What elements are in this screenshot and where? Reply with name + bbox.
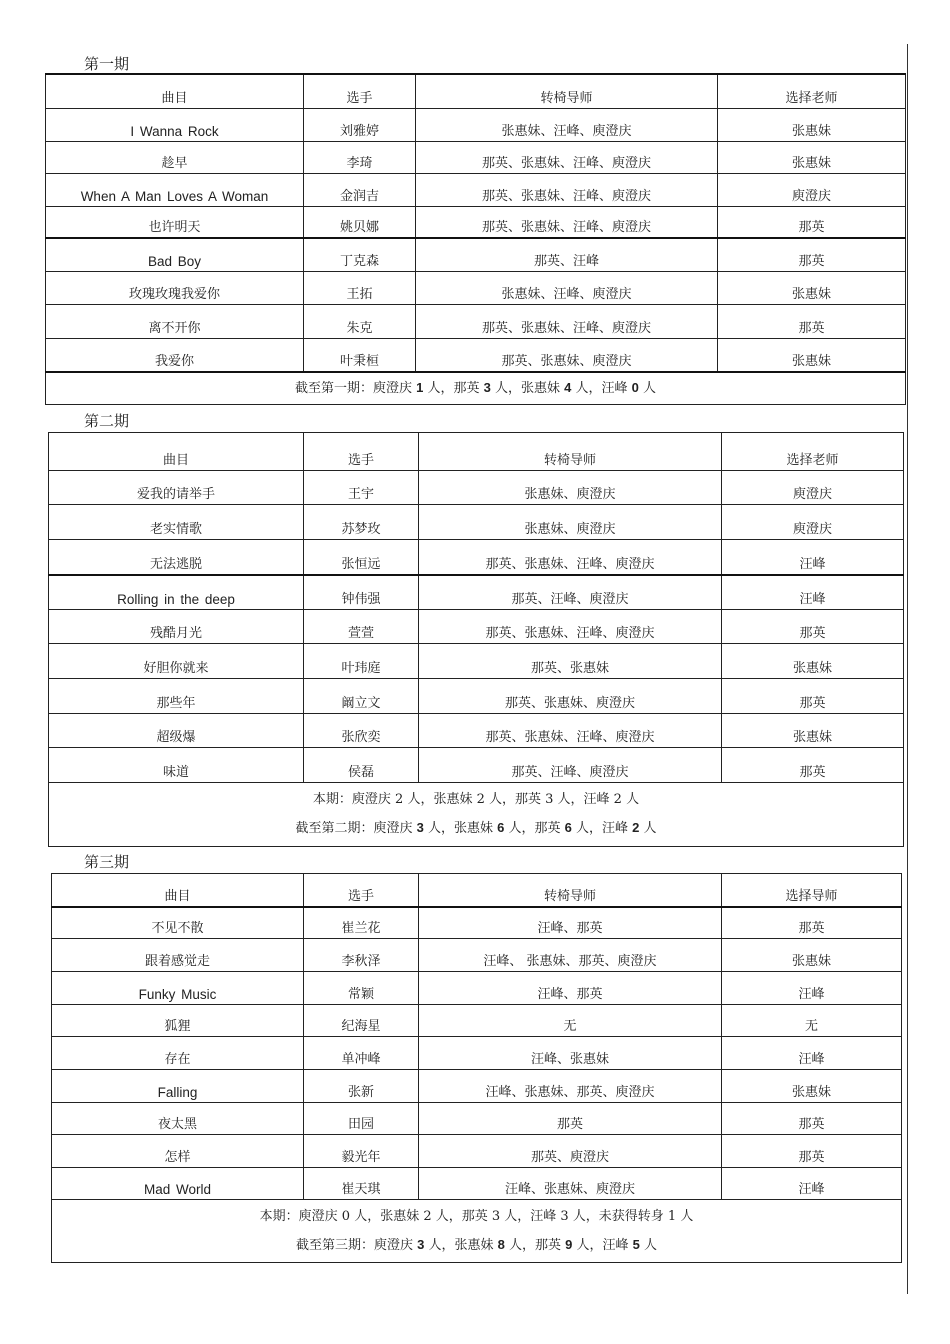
period-2-table: [48, 432, 904, 847]
song-cell: 存在: [52, 1037, 304, 1070]
chosen-mentor-cell: 汪峰: [722, 575, 904, 610]
table-row: [46, 206, 906, 238]
contestant-cell: 常颖: [304, 972, 419, 1005]
table-row: [52, 1103, 902, 1135]
contestant-cell: 李秋泽: [304, 939, 419, 972]
contestant-cell: 阚立文: [304, 679, 419, 714]
header-contestant: 选手: [304, 433, 419, 471]
turned-mentors-cell: 那英、张惠妹、汪峰、庾澄庆: [419, 540, 722, 575]
table-row: [49, 471, 904, 505]
contestant-cell: 田园: [304, 1103, 419, 1135]
header-turned-mentors: 转椅导师: [419, 874, 722, 907]
chosen-mentor-cell: 张惠妹: [722, 714, 904, 748]
table-row: [46, 238, 906, 271]
song-cell: 好胆你就来: [49, 644, 304, 679]
table-header-row: [49, 433, 904, 471]
contestant-cell: 张新: [304, 1070, 419, 1103]
song-cell: 不见不散: [52, 907, 304, 939]
turned-mentors-cell: 汪峰、张惠妹: [419, 1037, 722, 1070]
song-cell: Rolling in the deep: [49, 575, 304, 610]
chosen-mentor-cell: 庾澄庆: [718, 173, 906, 206]
contestant-cell: 侯磊: [304, 748, 419, 783]
period-1-table: [45, 73, 906, 405]
summary-current: 本期：庾澄庆 0 人，张惠妹 2 人，那英 3 人，汪峰 3 人，未获得转身 1 人: [259, 1208, 694, 1224]
song-cell: 爱我的请举手: [49, 471, 304, 505]
table-header-row: [52, 874, 902, 907]
table-row: [49, 610, 904, 644]
contestant-cell: 钟伟强: [304, 575, 419, 610]
chosen-mentor-cell: 张惠妹: [718, 108, 906, 141]
header-song: 曲目: [49, 433, 304, 471]
chosen-mentor-cell: 那英: [718, 238, 906, 271]
table-row: [49, 575, 904, 610]
turned-mentors-cell: 汪峰、 张惠妹、那英、庾澄庆: [419, 939, 722, 972]
turned-mentors-cell: 那英、张惠妹、汪峰、庾澄庆: [416, 304, 718, 338]
contestant-cell: 叶秉桓: [304, 338, 416, 372]
song-cell: 味道: [49, 748, 304, 783]
table-row: [49, 679, 904, 714]
header-turned-mentors: 转椅导师: [416, 74, 718, 108]
table-row: [52, 1070, 902, 1103]
table-row: [52, 972, 902, 1005]
song-cell: 残酷月光: [49, 610, 304, 644]
period-1-title: 第一期: [84, 55, 130, 73]
turned-mentors-cell: 汪峰、张惠妹、那英、庾澄庆: [419, 1070, 722, 1103]
summary-cell: [49, 783, 904, 847]
song-cell: Falling: [52, 1070, 304, 1103]
turned-mentors-cell: 那英、张惠妹、汪峰、庾澄庆: [416, 206, 718, 238]
summary-row: [49, 783, 904, 847]
song-cell: 也许明天: [46, 206, 304, 238]
period-3-table: [51, 873, 902, 1263]
chosen-mentor-cell: 那英: [722, 679, 904, 714]
turned-mentors-cell: 那英、张惠妹、汪峰、庾澄庆: [416, 173, 718, 206]
contestant-cell: 刘雅婷: [304, 108, 416, 141]
chosen-mentor-cell: 汪峰: [722, 1168, 902, 1200]
turned-mentors-cell: 那英、张惠妹、汪峰、庾澄庆: [419, 714, 722, 748]
chosen-mentor-cell: 张惠妹: [722, 644, 904, 679]
turned-mentors-cell: 张惠妹、汪峰、庾澄庆: [416, 108, 718, 141]
header-chosen-mentor: 选择老师: [718, 74, 906, 108]
chosen-mentor-cell: 汪峰: [722, 540, 904, 575]
song-cell: 超级爆: [49, 714, 304, 748]
contestant-cell: 姚贝娜: [304, 206, 416, 238]
table-row: [49, 644, 904, 679]
contestant-cell: 纪海星: [304, 1005, 419, 1037]
summary-total: 截至第二期：庾澄庆 3 人，张惠妹 6 人，那英 6 人，汪峰 2 人: [295, 820, 657, 836]
song-cell: I Wanna Rock: [46, 108, 304, 141]
song-cell: Bad Boy: [46, 238, 304, 271]
chosen-mentor-cell: 那英: [718, 206, 906, 238]
chosen-mentor-cell: 汪峰: [722, 1037, 902, 1070]
chosen-mentor-cell: 那英: [722, 1103, 902, 1135]
turned-mentors-cell: 张惠妹、汪峰、庾澄庆: [416, 271, 718, 304]
chosen-mentor-cell: 张惠妹: [718, 338, 906, 372]
table-row: [52, 1168, 902, 1200]
song-cell: Mad World: [52, 1168, 304, 1200]
song-cell: When A Man Loves A Woman: [46, 173, 304, 206]
turned-mentors-cell: 那英、张惠妹、汪峰、庾澄庆: [419, 610, 722, 644]
song-cell: 怎样: [52, 1135, 304, 1168]
turned-mentors-cell: 那英、张惠妹、庾澄庆: [419, 679, 722, 714]
table-row: [46, 141, 906, 173]
chosen-mentor-cell: 汪峰: [722, 972, 902, 1005]
turned-mentors-cell: 无: [419, 1005, 722, 1037]
turned-mentors-cell: 那英、张惠妹、汪峰、庾澄庆: [416, 141, 718, 173]
header-song: 曲目: [52, 874, 304, 907]
contestant-cell: 王宇: [304, 471, 419, 505]
contestant-cell: 金润吉: [304, 173, 416, 206]
turned-mentors-cell: 张惠妹、庾澄庆: [419, 471, 722, 505]
period-3-title: 第三期: [84, 853, 130, 871]
summary-row: [52, 1200, 902, 1263]
chosen-mentor-cell: 张惠妹: [722, 1070, 902, 1103]
turned-mentors-cell: 汪峰、那英: [419, 972, 722, 1005]
song-cell: 我爱你: [46, 338, 304, 372]
chosen-mentor-cell: 那英: [722, 1135, 902, 1168]
song-cell: 跟着感觉走: [52, 939, 304, 972]
summary-current: 本期：庾澄庆 2 人，张惠妹 2 人，那英 3 人，汪峰 2 人: [312, 792, 640, 807]
table-row: [49, 748, 904, 783]
summary-total: 截至第三期：庾澄庆 3 人，张惠妹 8 人，那英 9 人，汪峰 5 人: [295, 1236, 657, 1253]
chosen-mentor-cell: 那英: [718, 304, 906, 338]
table-row: [52, 1005, 902, 1037]
table-row: [46, 271, 906, 304]
table-row: [49, 540, 904, 575]
contestant-cell: 崔天琪: [304, 1168, 419, 1200]
song-cell: 那些年: [49, 679, 304, 714]
turned-mentors-cell: 那英、汪峰: [416, 238, 718, 271]
song-cell: 趁早: [46, 141, 304, 173]
chosen-mentor-cell: 张惠妹: [718, 141, 906, 173]
table-row: [52, 1037, 902, 1070]
turned-mentors-cell: 汪峰、张惠妹、庾澄庆: [419, 1168, 722, 1200]
header-turned-mentors: 转椅导师: [419, 433, 722, 471]
chosen-mentor-cell: 张惠妹: [718, 271, 906, 304]
chosen-mentor-cell: 庾澄庆: [722, 505, 904, 540]
song-cell: 玫瑰玫瑰我爱你: [46, 271, 304, 304]
table-row: [46, 338, 906, 372]
chosen-mentor-cell: 张惠妹: [722, 939, 902, 972]
table-row: [52, 939, 902, 972]
header-chosen-mentor: 选择导师: [722, 874, 902, 907]
turned-mentors-cell: 那英、张惠妹: [419, 644, 722, 679]
chosen-mentor-cell: 那英: [722, 907, 902, 939]
turned-mentors-cell: 张惠妹、庾澄庆: [419, 505, 722, 540]
contestant-cell: 丁克森: [304, 238, 416, 271]
turned-mentors-cell: 那英、庾澄庆: [419, 1135, 722, 1168]
table-row: [46, 173, 906, 206]
contestant-cell: 崔兰花: [304, 907, 419, 939]
chosen-mentor-cell: 那英: [722, 610, 904, 644]
contestant-cell: 叶玮庭: [304, 644, 419, 679]
contestant-cell: 李琦: [304, 141, 416, 173]
summary-row: [46, 372, 906, 404]
song-cell: 无法逃脱: [49, 540, 304, 575]
header-contestant: 选手: [304, 74, 416, 108]
header-contestant: 选手: [304, 874, 419, 907]
table-row: [52, 907, 902, 939]
chosen-mentor-cell: 那英: [722, 748, 904, 783]
song-cell: 离不开你: [46, 304, 304, 338]
turned-mentors-cell: 那英、汪峰、庾澄庆: [419, 575, 722, 610]
contestant-cell: 张欣奕: [304, 714, 419, 748]
table-row: [46, 108, 906, 141]
table-row: [52, 1135, 902, 1168]
contestant-cell: 张恒远: [304, 540, 419, 575]
summary-cell: [52, 1200, 902, 1263]
table-row: [46, 304, 906, 338]
header-chosen-mentor: 选择老师: [722, 433, 904, 471]
song-cell: Funky Music: [52, 972, 304, 1005]
song-cell: 夜太黑: [52, 1103, 304, 1135]
summary-cell: [46, 372, 906, 404]
contestant-cell: 毅光年: [304, 1135, 419, 1168]
page-edge-line: [907, 44, 908, 1294]
song-cell: 狐狸: [52, 1005, 304, 1037]
contestant-cell: 王拓: [304, 271, 416, 304]
summary-total: 截至第一期：庾澄庆 1 人，那英 3 人，张惠妹 4 人，汪峰 0 人: [294, 379, 656, 396]
contestant-cell: 朱克: [304, 304, 416, 338]
contestant-cell: 单冲峰: [304, 1037, 419, 1070]
turned-mentors-cell: 那英、张惠妹、庾澄庆: [416, 338, 718, 372]
turned-mentors-cell: 那英: [419, 1103, 722, 1135]
contestant-cell: 萱萱: [304, 610, 419, 644]
song-cell: 老实情歌: [49, 505, 304, 540]
table-header-row: [46, 74, 906, 108]
contestant-cell: 苏梦玫: [304, 505, 419, 540]
turned-mentors-cell: 汪峰、那英: [419, 907, 722, 939]
table-row: [49, 714, 904, 748]
chosen-mentor-cell: 庾澄庆: [722, 471, 904, 505]
header-song: 曲目: [46, 74, 304, 108]
period-2-title: 第二期: [84, 412, 130, 430]
turned-mentors-cell: 那英、汪峰、庾澄庆: [419, 748, 722, 783]
chosen-mentor-cell: 无: [722, 1005, 902, 1037]
table-row: [49, 505, 904, 540]
